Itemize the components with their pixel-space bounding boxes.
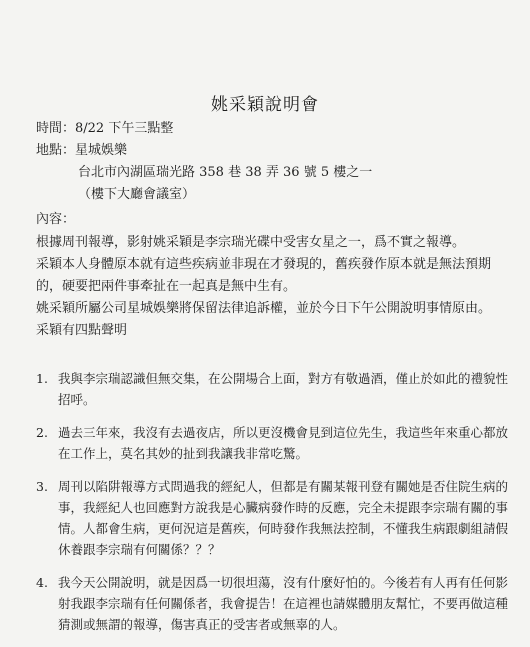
event-room: （樓下大廳會議室）	[78, 187, 196, 202]
statement-item	[36, 368, 508, 410]
event-time: 時間：8/22 下午三點整	[36, 121, 174, 136]
statement-item	[36, 572, 508, 635]
statement-text: 我與李宗瑞認識但無交集，在公開場合上面，對方有敬過酒，僅止於如此的禮貌性招呼。	[58, 371, 509, 407]
statement-text: 我今天公開說明，就是因爲一切很坦蕩，沒有什麼好怕的。今後若有人再有任何影射我跟李宗瑞有任何關係者，我會提告！在這裡也請媒體朋友幫忙，不要再做這種猜測或無謂的報導，傷害真正的受害者或無辜的人。	[58, 575, 509, 632]
paragraph: 根據周刊報導，影射姚采穎是李宗瑞光碟中受害女星之一，爲不實之報導。	[36, 235, 466, 250]
event-address: 台北市內湖區瑞光路 358 巷 38 弄 36 號 5 樓之一	[78, 165, 373, 180]
paragraph: 采穎有四點聲明	[36, 323, 128, 338]
event-place: 地點：星城娛樂	[36, 143, 128, 158]
statement-number: 4.	[36, 575, 48, 590]
statement-item	[36, 422, 508, 464]
statement-number: 1.	[36, 371, 48, 386]
event-info	[36, 118, 372, 206]
statement-number: 3.	[36, 479, 48, 494]
statement-number: 2.	[36, 425, 48, 440]
statement-item	[36, 476, 508, 560]
paragraph: 姚采穎所屬公司星城娛樂將保留法律追訴權，並於今日下午公開說明事情原由。	[36, 301, 492, 316]
document-title: 姚采穎說明會	[211, 95, 319, 115]
paragraph: 采穎本人身體原本就有這些疾病並非現在才發現的，舊疾發作原本就是無法預期的，硬要把兩件事牽扯在一起真是無中生有。	[36, 257, 492, 294]
content-label: 內容：	[36, 212, 76, 227]
statement-text: 過去三年來，我沒有去過夜店，所以更沒機會見到這位先生，我這些年來重心都放在工作上，莫名其妙的扯到我讓我非常吃驚。	[58, 425, 509, 461]
statement-text: 周刊以陷阱報導方式問過我的經紀人，但都是有關某報刊登有關她是否住院生病的事，我經紀人也回應對方說我是心臟病發作時的反應，完全未提跟李宗瑞有關的事情。人都會生病，更何況這是舊疾，何時發作我無法控制，不懂我生病跟劇組請假休養跟李宗瑞有何關係？？？	[58, 479, 509, 557]
statement-list	[36, 368, 508, 647]
content-paragraphs	[36, 232, 508, 342]
